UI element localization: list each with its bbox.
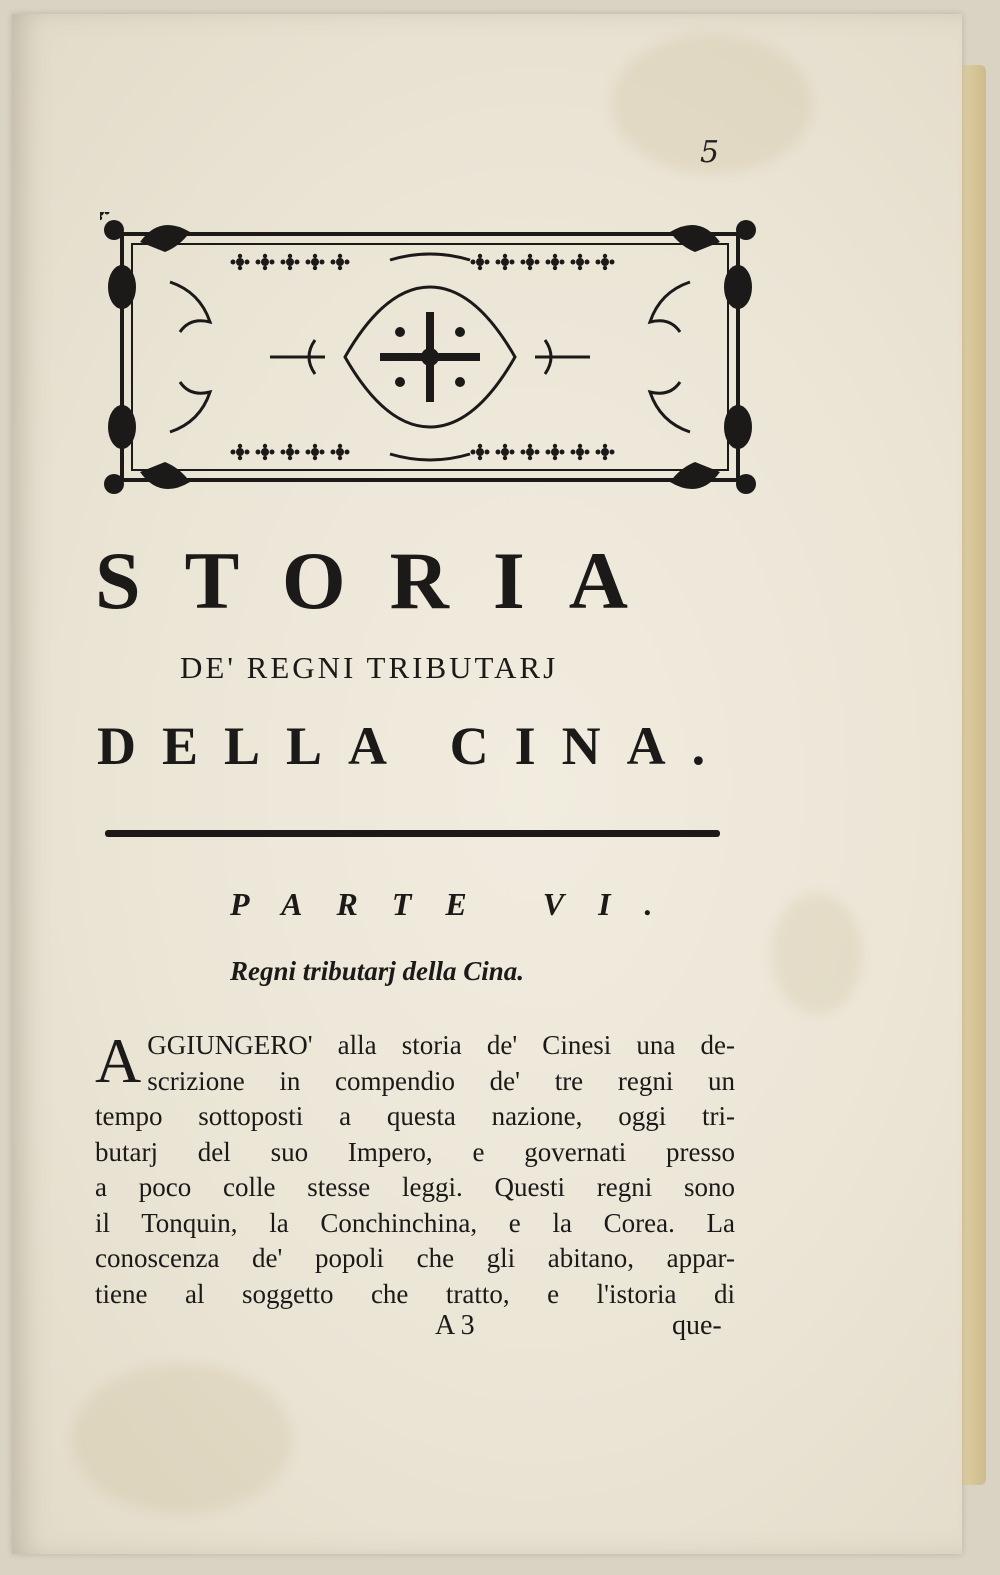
part-heading: PARTE VI.: [230, 886, 687, 922]
corner-shell-icon: [104, 462, 190, 494]
book-subtitle: DE' REGNI TRIBUTARJ: [180, 650, 559, 685]
body-text: [95, 1025, 735, 1312]
body-line: scrizione in compendio de' tre regni un: [147, 1065, 735, 1096]
body-line: il Tonquin, la Conchinchina, e la Corea. La: [95, 1207, 735, 1238]
ornamental-headpiece: [100, 212, 760, 502]
page-number: 5: [700, 135, 720, 170]
body-line: tempo sottoposti a questa nazione, oggi tri-: [95, 1101, 735, 1131]
body-line: tiene al soggetto che tratto, e l'istoria di: [95, 1278, 735, 1309]
book-subtitle-main: DELLA CINA.: [97, 716, 732, 776]
corner-shell-icon: [670, 220, 756, 252]
section-title: Regni tributarj della Cina.: [230, 956, 525, 986]
corner-shell-icon: [670, 462, 756, 494]
body-line: butarj del suo Impero, e governati presso: [95, 1136, 735, 1167]
stain: [72, 1364, 292, 1514]
book-title: STORIA: [95, 535, 672, 626]
signature-mark: A 3: [435, 1310, 475, 1341]
body-line: conoscenza de' popoli che gli abitano, appar-: [95, 1243, 735, 1273]
drop-cap: A: [95, 1025, 142, 1096]
central-medallion: [270, 287, 590, 427]
stain: [772, 894, 862, 1014]
corner-shell-icon: [104, 220, 190, 252]
body-line: a poco colle stesse leggi. Questi regni sono: [95, 1172, 735, 1202]
horizontal-rule: [105, 830, 720, 837]
catchword: que-: [672, 1310, 722, 1341]
body-line: GGIUNGERO' alla storia de' Cinesi una de-: [147, 1030, 735, 1060]
fleuron-row: [100, 212, 110, 220]
